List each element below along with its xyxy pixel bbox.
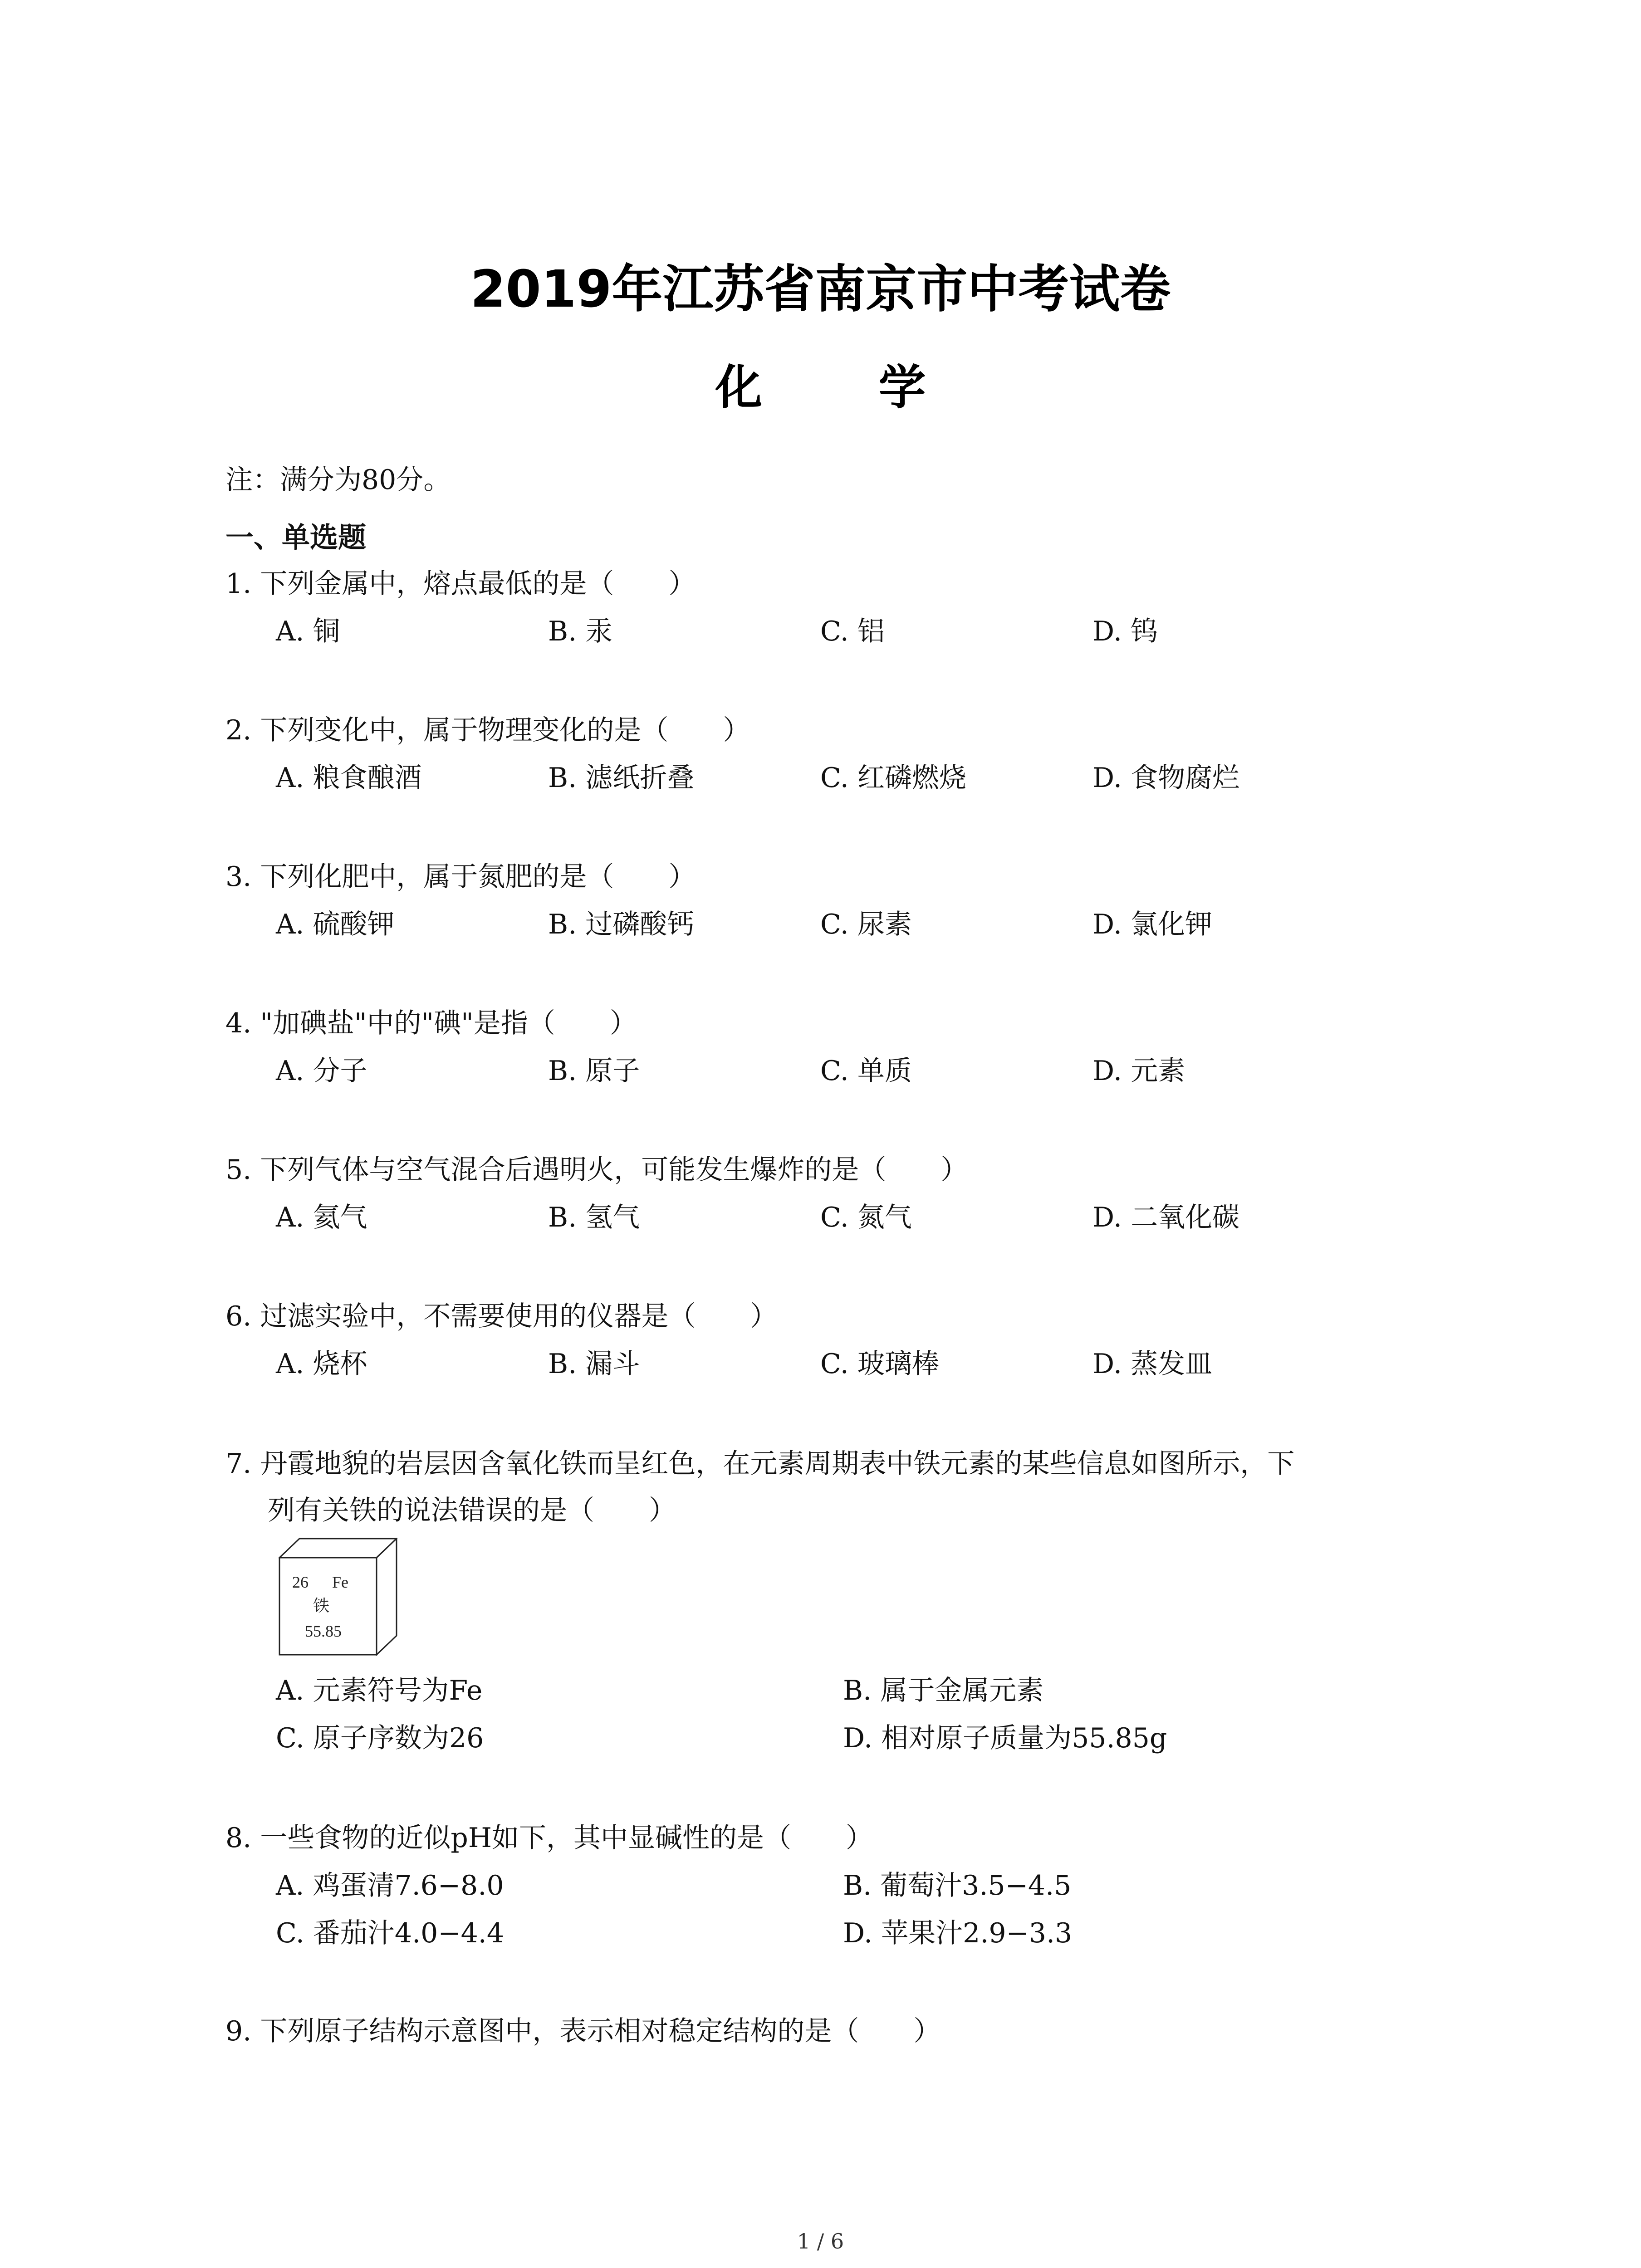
exam-subject: 化 学 bbox=[715, 360, 976, 415]
question-5-option-b: B. 氢气 bbox=[548, 1202, 640, 1233]
question-1-option-d: D. 钨 bbox=[1092, 616, 1158, 647]
exam-title: 2019年江苏省南京市中考试卷 bbox=[470, 260, 1171, 319]
question-2-stem: 2. 下列变化中，属于物理变化的是（ ） bbox=[225, 714, 750, 746]
question-3-stem: 3. 下列化肥中，属于氮肥的是（ ） bbox=[225, 861, 696, 893]
question-5-option-d: D. 二氧化碳 bbox=[1092, 1202, 1240, 1233]
question-1-option-b: B. 汞 bbox=[548, 616, 613, 647]
question-5-option-c: C. 氮气 bbox=[820, 1202, 912, 1233]
question-6-stem: 6. 过滤实验中，不需要使用的仪器是（ ） bbox=[225, 1300, 778, 1332]
question-1-option-c: C. 铝 bbox=[820, 616, 885, 647]
question-4-option-c: C. 单质 bbox=[820, 1055, 912, 1087]
question-2-option-d: D. 食物腐烂 bbox=[1092, 762, 1240, 794]
question-2-option-c: C. 红磷燃烧 bbox=[820, 762, 966, 794]
question-3-option-c: C. 尿素 bbox=[820, 909, 912, 940]
question-7-option-d: D. 相对原子质量为55.85g bbox=[843, 1722, 1167, 1754]
question-7-stem-line-2: 列有关铁的说法错误的是（ ） bbox=[268, 1495, 676, 1526]
iron-element-card bbox=[279, 1538, 397, 1656]
score-note: 注：满分为80分。 bbox=[225, 464, 451, 496]
question-8-stem: 8. 一些食物的近似pH如下，其中显碱性的是（ ） bbox=[225, 1822, 873, 1854]
question-7-option-b: B. 属于金属元素 bbox=[843, 1675, 1044, 1706]
question-7-stem-line-1: 7. 丹霞地貌的岩层因含氧化铁而呈红色，在元素周期表中铁元素的某些信息如图所示，下 bbox=[225, 1448, 1295, 1480]
question-7-option-c: C. 原子序数为26 bbox=[276, 1722, 484, 1754]
question-5-option-a: A. 氦气 bbox=[276, 1202, 367, 1233]
question-4-option-a: A. 分子 bbox=[276, 1055, 367, 1087]
question-5-stem: 5. 下列气体与空气混合后遇明火，可能发生爆炸的是（ ） bbox=[225, 1154, 968, 1186]
page-number: 1 / 6 bbox=[797, 2229, 844, 2253]
question-4-stem: 4. "加碘盐"中的"碘"是指（ ） bbox=[225, 1007, 637, 1039]
question-3-option-b: B. 过磷酸钙 bbox=[548, 909, 695, 940]
question-3-option-d: D. 氯化钾 bbox=[1092, 909, 1213, 940]
question-8-option-a: A. 鸡蛋清7.6−8.0 bbox=[276, 1870, 504, 1901]
question-8-option-c: C. 番茄汁4.0−4.4 bbox=[276, 1917, 505, 1949]
question-2-option-b: B. 滤纸折叠 bbox=[548, 762, 695, 794]
question-4-option-d: D. 元素 bbox=[1092, 1055, 1185, 1087]
question-6-option-c: C. 玻璃棒 bbox=[820, 1348, 939, 1380]
question-6-option-b: B. 漏斗 bbox=[548, 1348, 640, 1380]
question-9-stem: 9. 下列原子结构示意图中，表示相对稳定结构的是（ ） bbox=[225, 2015, 941, 2047]
question-1-stem: 1. 下列金属中，熔点最低的是（ ） bbox=[225, 568, 696, 600]
section-heading: 一、单选题 bbox=[225, 521, 367, 554]
element-symbol: Fe bbox=[332, 1573, 348, 1591]
question-7-option-a: A. 元素符号为Fe bbox=[276, 1675, 483, 1706]
question-6-option-d: D. 蒸发皿 bbox=[1092, 1348, 1213, 1380]
question-3-option-a: A. 硫酸钾 bbox=[276, 909, 395, 940]
question-6-option-a: A. 烧杯 bbox=[276, 1348, 367, 1380]
element-atomic-number: 26 bbox=[292, 1573, 309, 1591]
question-2-option-a: A. 粮食酿酒 bbox=[276, 762, 422, 794]
question-8-option-d: D. 苹果汁2.9−3.3 bbox=[843, 1917, 1073, 1949]
element-atomic-mass: 55.85 bbox=[305, 1622, 342, 1640]
element-name: 铁 bbox=[313, 1597, 330, 1615]
question-8-option-b: B. 葡萄汁3.5−4.5 bbox=[843, 1870, 1072, 1901]
question-1-option-a: A. 铜 bbox=[276, 616, 340, 647]
question-4-option-b: B. 原子 bbox=[548, 1055, 640, 1087]
